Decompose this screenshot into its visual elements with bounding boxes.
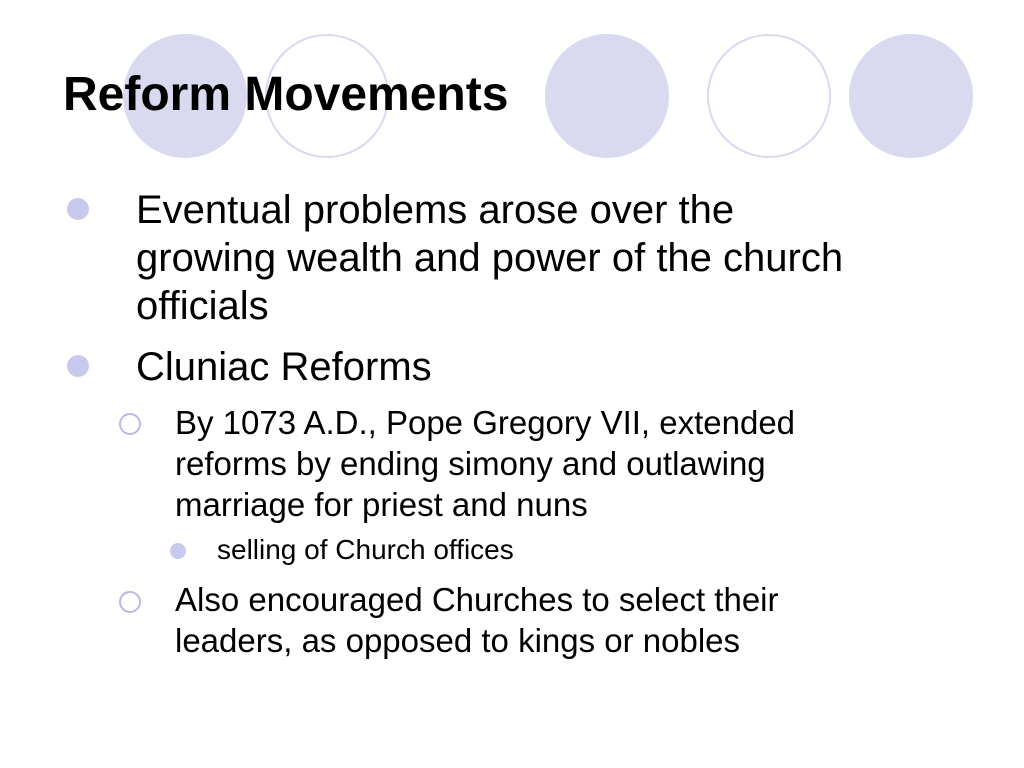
decor-circle-5 [849,34,973,158]
bullet-line: leaders, as opposed to kings or nobles [175,622,741,659]
bullet-text [136,186,843,330]
bullet-ring-icon [119,591,141,613]
sub-bullet-text [175,579,779,661]
bullet-text [136,343,432,391]
bullet-line: growing wealth and power of the church [136,236,844,280]
decor-circle-3 [545,34,669,158]
sub-bullet-text [175,402,795,525]
bullet-line: selling of Church offices [217,534,514,565]
bullet-dot-icon [67,198,89,220]
decor-circle-4 [707,34,831,158]
bullet-line: reforms by ending simony and outlawing [175,445,766,482]
sub-sub-bullet-text [217,533,514,567]
bullet-dot-icon [170,543,186,559]
bullet-line: Eventual problems arose over the [136,188,735,232]
slide-title: Reform Movements [63,68,509,121]
bullet-line: Cluniac Reforms [136,345,432,389]
bullet-dot-icon [67,355,89,377]
bullet-line: Also encouraged Churches to select their [175,581,779,618]
bullet-ring-icon [119,413,141,435]
bullet-line: By 1073 A.D., Pope Gregory VII, extended [175,404,796,441]
bullet-line: marriage for priest and nuns [175,486,588,523]
bullet-line: officials [136,284,269,328]
